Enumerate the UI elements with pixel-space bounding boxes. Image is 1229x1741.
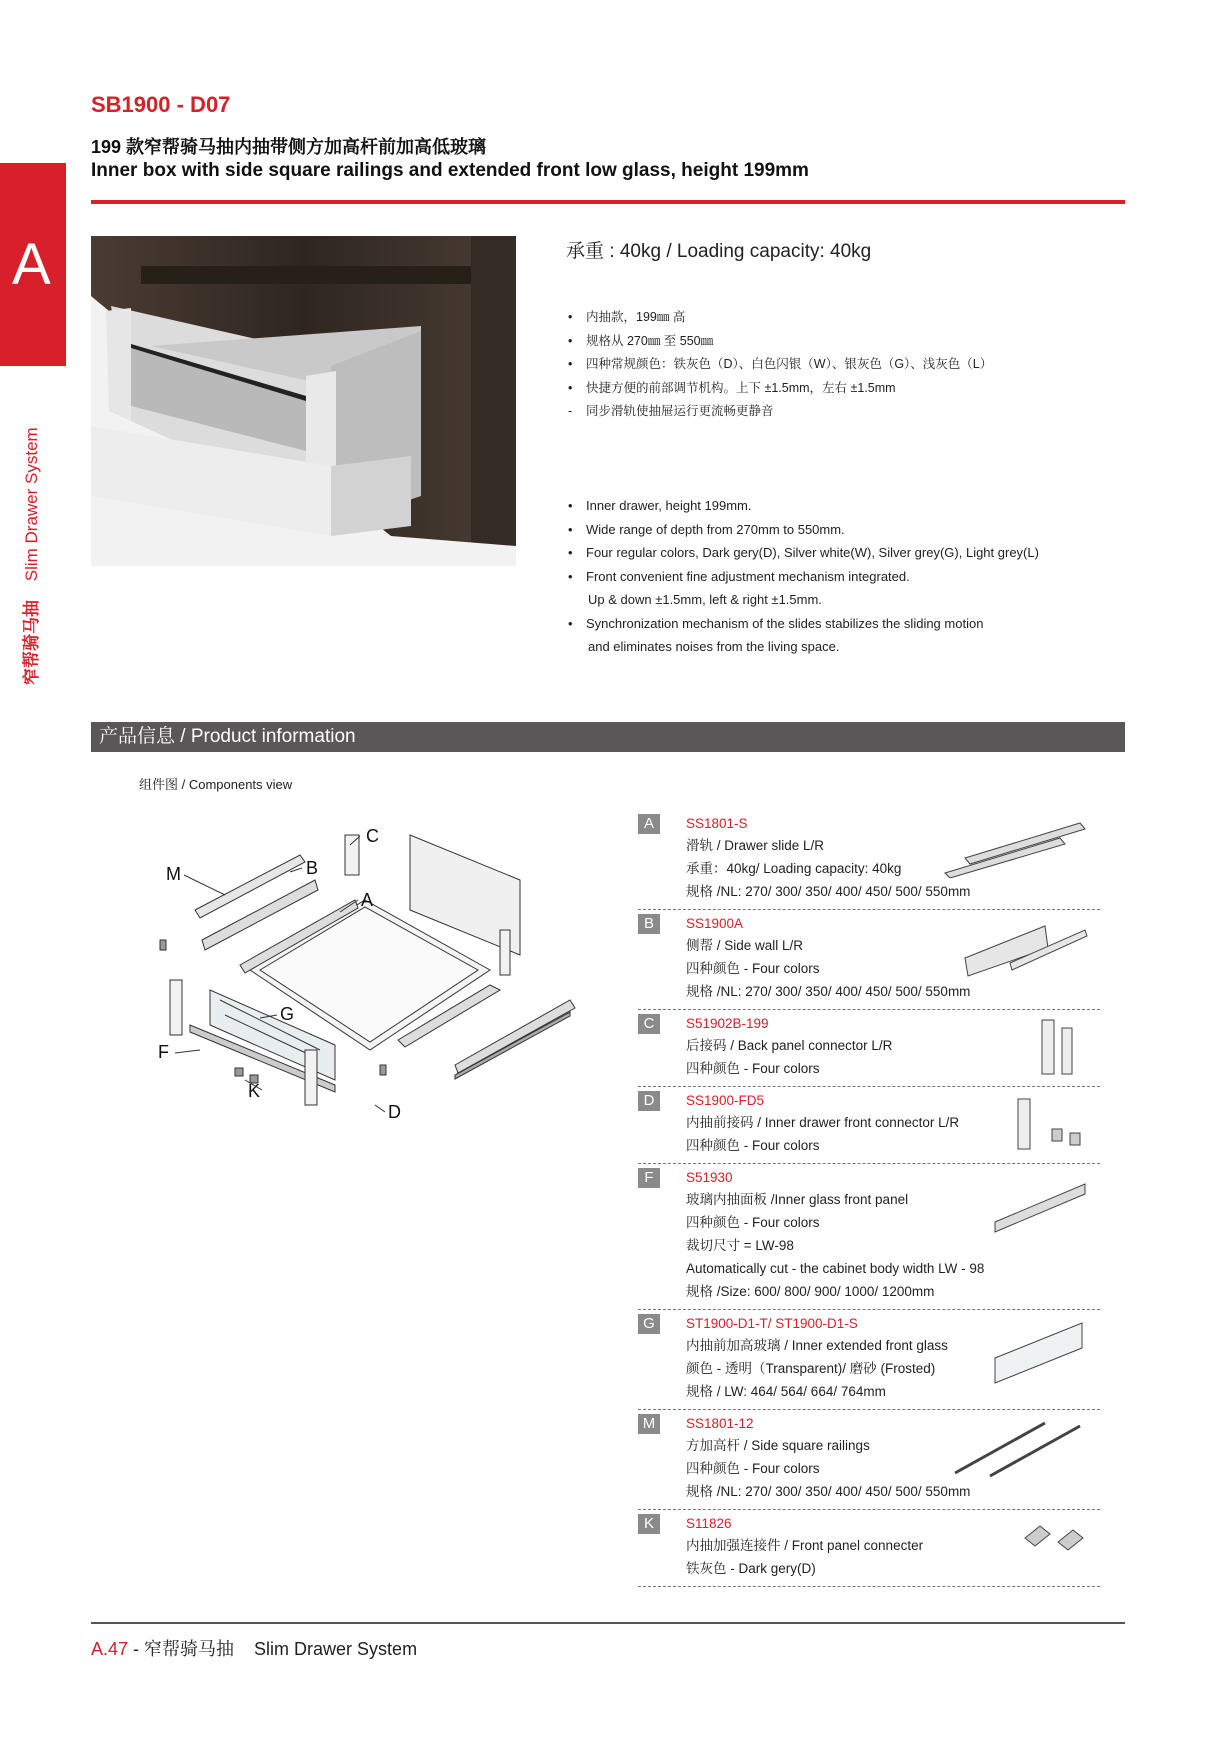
part-code: SS1801-S	[686, 816, 748, 831]
part-letter: F	[638, 1168, 660, 1188]
part-line: 规格 / LW: 464/ 564/ 664/ 764mm	[686, 1384, 886, 1399]
part-line: 颜色 - 透明（Transparent)/ 磨砂 (Frosted)	[686, 1361, 936, 1376]
feature-cn: • 快捷方便的前部调节机构。上下 ±1.5mm，左右 ±1.5mm	[566, 377, 1106, 401]
features-cn	[566, 306, 1106, 424]
part-item	[638, 1510, 1100, 1587]
feature-en: Up & down ±1.5mm, left & right ±1.5mm.	[588, 592, 822, 607]
footer	[91, 1635, 417, 1661]
title-rule	[91, 200, 1125, 204]
part-code: S11826	[686, 1516, 732, 1531]
section-vertical-label	[18, 395, 46, 685]
part-item	[638, 1164, 1100, 1310]
part-letter: K	[638, 1514, 660, 1534]
part-line: 侧帮 / Side wall L/R	[686, 938, 804, 953]
section-vertical-cn: 窄帮骑马抽	[22, 600, 41, 685]
features-en	[566, 494, 1116, 659]
product-info-bar	[91, 722, 1125, 752]
product-info-title: 产品信息 / Product information	[99, 726, 356, 747]
diagram-label-g: G	[280, 1004, 295, 1024]
feature-cn: • 四种常规颜色：铁灰色（D）、白色闪银（W）、银灰色（G）、浅灰色（L）	[566, 353, 1106, 377]
part-line: 规格 /NL: 270/ 300/ 350/ 400/ 450/ 500/ 550mm	[686, 1484, 971, 1499]
part-item	[638, 910, 1100, 1010]
feature-cn: - 同步滑轨使抽屉运行更流畅更静音	[566, 400, 1106, 424]
part-code: ST1900-D1-T/ ST1900-D1-S	[686, 1316, 858, 1331]
part-line: 规格 /NL: 270/ 300/ 350/ 400/ 450/ 500/ 550mm	[686, 984, 971, 999]
feature-en: • Four regular colors, Dark gery(D), Silver white(W), Silver grey(G), Light grey(L)	[566, 541, 1116, 565]
section-letter: A	[12, 232, 51, 297]
drawer-slide-thumb	[940, 818, 1090, 878]
part-line: 内抽前加高玻璃 / Inner extended front glass	[686, 1338, 948, 1353]
part-code: SS1900-FD5	[686, 1093, 765, 1108]
feature-en: • Wide range of depth from 270mm to 550mm.	[566, 518, 1116, 542]
part-item	[638, 1087, 1100, 1164]
diagram-label-c: C	[366, 826, 379, 846]
part-line: 规格 /Size: 600/ 800/ 900/ 1000/ 1200mm	[686, 1284, 935, 1299]
part-line: 内抽前接码 / Inner drawer front connector L/R	[686, 1115, 960, 1130]
diagram-label-b: B	[306, 858, 319, 878]
title-cn: 199 款窄帮骑马抽内抽带侧方加高杆前加高低玻璃	[91, 137, 487, 157]
extended-glass-thumb	[990, 1318, 1090, 1388]
load-capacity: 承重 : 40kg / Loading capacity: 40kg	[566, 241, 872, 262]
part-code: SS1900A	[686, 916, 744, 931]
part-letter: G	[638, 1314, 660, 1334]
part-line: 后接码 / Back panel connector L/R	[686, 1038, 893, 1053]
part-letter: C	[638, 1014, 660, 1034]
part-item	[638, 1410, 1100, 1510]
part-line: 裁切尺寸 = LW-98	[686, 1238, 794, 1253]
diagram-label-d: D	[388, 1102, 401, 1122]
part-line: 规格 /NL: 270/ 300/ 350/ 400/ 450/ 500/ 550mm	[686, 884, 971, 899]
part-code: S51902B-199	[686, 1016, 769, 1031]
footer-rule	[91, 1622, 1125, 1624]
part-line: 四种颜色 - Four colors	[686, 961, 820, 976]
diagram-label-m: M	[166, 864, 181, 884]
title-en: Inner box with side square railings and extended front low glass, height 199mm	[91, 160, 809, 181]
part-letter: B	[638, 914, 660, 934]
parts-list	[638, 810, 1100, 1587]
part-line: 四种颜色 - Four colors	[686, 1061, 820, 1076]
diagram-label-a: A	[361, 890, 374, 910]
section-vertical-en: Slim Drawer System	[22, 427, 41, 582]
part-code: SS1801-12	[686, 1416, 754, 1431]
footer-en: Slim Drawer System	[254, 1639, 418, 1659]
feature-cn: • 内抽款，199㎜ 高	[566, 306, 1106, 330]
model-title: SB1900 - D07	[91, 92, 231, 117]
front-panel-connector-thumb	[1020, 1518, 1090, 1558]
part-line: 滑轨 / Drawer slide L/R	[686, 838, 825, 853]
part-line: 玻璃内抽面板 /Inner glass front panel	[686, 1192, 909, 1207]
side-wall-thumb	[960, 918, 1090, 978]
diagram-label-k: K	[248, 1081, 261, 1101]
page-number: A.47	[91, 1639, 129, 1659]
part-line: 承重：40kg/ Loading capacity: 40kg	[686, 861, 902, 876]
part-line: 四种颜色 - Four colors	[686, 1461, 820, 1476]
part-line: Automatically cut - the cabinet body width LW - 98	[686, 1261, 985, 1276]
diagram-label-f: F	[158, 1042, 169, 1062]
part-letter: D	[638, 1091, 660, 1111]
part-line: 四种颜色 - Four colors	[686, 1215, 820, 1230]
footer-separator: -	[128, 1639, 145, 1659]
part-letter: A	[638, 814, 660, 834]
product-photo	[91, 236, 516, 566]
part-code: S51930	[686, 1170, 733, 1185]
feature-en: • Synchronization mechanism of the slides stabilizes the sliding motion	[566, 612, 1116, 636]
glass-front-panel-thumb	[990, 1172, 1090, 1242]
footer-cn: 窄帮骑马抽	[144, 1639, 235, 1659]
feature-en: and eliminates noises from the living space.	[588, 639, 840, 654]
part-item	[638, 1010, 1100, 1087]
part-line: 四种颜色 - Four colors	[686, 1138, 820, 1153]
components-diagram	[150, 800, 580, 1140]
front-connector-thumb	[1010, 1095, 1090, 1155]
feature-cn: • 规格从 270㎜ 至 550㎜	[566, 330, 1106, 354]
part-line: 内抽加强连接件 / Front panel connecter	[686, 1538, 924, 1553]
part-letter: M	[638, 1414, 660, 1434]
feature-en: • Front convenient fine adjustment mechanism integrated.	[566, 565, 1116, 589]
part-line: 方加高杆 / Side square railings	[686, 1438, 870, 1453]
feature-en: • Inner drawer, height 199mm.	[566, 494, 1116, 518]
part-item	[638, 810, 1100, 910]
part-item	[638, 1310, 1100, 1410]
back-connector-thumb	[1030, 1018, 1090, 1078]
side-railing-thumb	[950, 1418, 1090, 1478]
part-line: 铁灰色 - Dark gery(D)	[686, 1561, 816, 1576]
components-label: 组件图 / Components view	[139, 777, 293, 792]
